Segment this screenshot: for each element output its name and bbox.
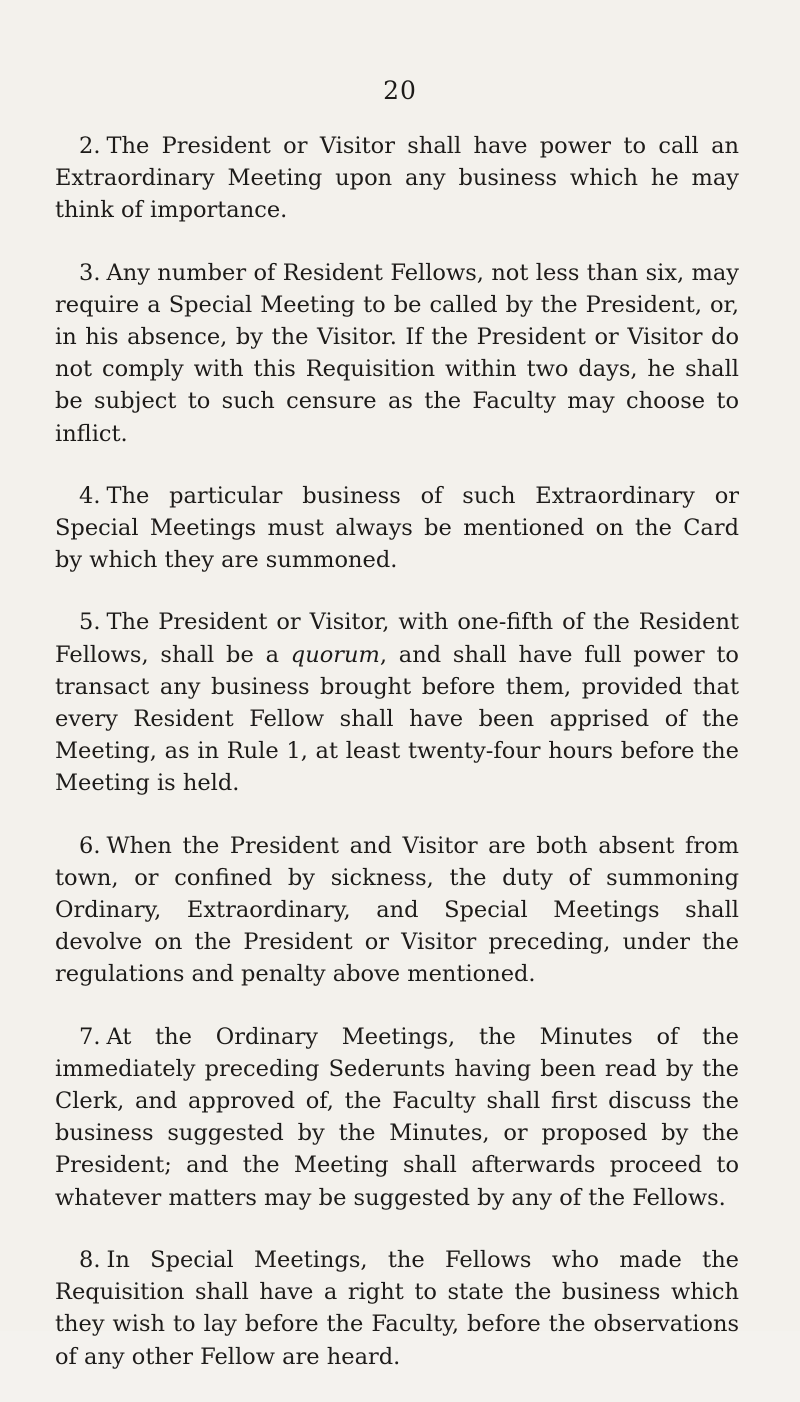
rule-number: 3. [79,259,101,286]
rule-text: The particular business of such Extraordinary or Special Meetings must always be mentioned on the Card by which they are summoned. [55,482,739,574]
rule-text-emphasis: quorum [290,641,380,668]
rule-paragraph-4 [55,480,739,577]
rule-paragraph-7 [55,1021,739,1214]
rule-number: 2. [79,133,101,159]
rule-text: When the President and Visitor are both absent from town, or confined by sickness, the duty of summoning Ordinary, Extraordinary, and Special Meetings shall devolve on the President or Visitor preceding, under the regulations and penalty above mentioned. [55,832,739,988]
rule-paragraph-6 [55,830,739,991]
rule-number: 8. [79,1246,101,1273]
rules-text [55,130,739,1402]
rule-number: 4. [79,482,101,509]
rule-text-before: The President or Visitor, with one-fifth of the Resident Fellows, shall be a [55,609,739,668]
rule-text: Any number of Resident Fellows, not less than six, may require a Special Meeting to be called by the President, or, in his absence, by the Visitor. If the President or Visitor do not comply with this Requisition within two days, he shall be subject to such censure as the Faculty may choose to inflict. [55,259,739,447]
page-number: 20 [383,76,417,105]
rule-paragraph-8 [55,1244,739,1373]
rule-number: 7. [79,1023,101,1050]
rule-number: 6. [79,832,101,859]
rule-text: At the Ordinary Meetings, the Minutes of the immediately preceding Sederunts having been read by the Clerk, and approved of, the Faculty shall first discuss the business suggested by the Minutes, or proposed by the President; and the Meeting shall afterwards proceed to whatever matters may be suggested by any of the Fellows. [55,1023,739,1211]
rule-text: The President or Visitor shall have power to call an Extraordinary Meeting upon any business which he may think of importance. [55,133,739,224]
rule-paragraph-3 [55,257,739,450]
rule-text: In Special Meetings, the Fellows who made the Requisition shall have a right to state the business which they wish to lay before the Faculty, before the observations of any other Fellow are heard. [55,1246,739,1370]
rule-paragraph-2 [55,130,739,227]
rule-number: 5. [79,609,101,636]
rule-text-after: , and shall have full power to transact any business brought before them, provided that every Resident Fellow shall have been apprised of the Meeting, as in Rule 1, at least twenty-four hours before the Meeting is held. [55,641,739,797]
rule-paragraph-5 [55,606,739,799]
